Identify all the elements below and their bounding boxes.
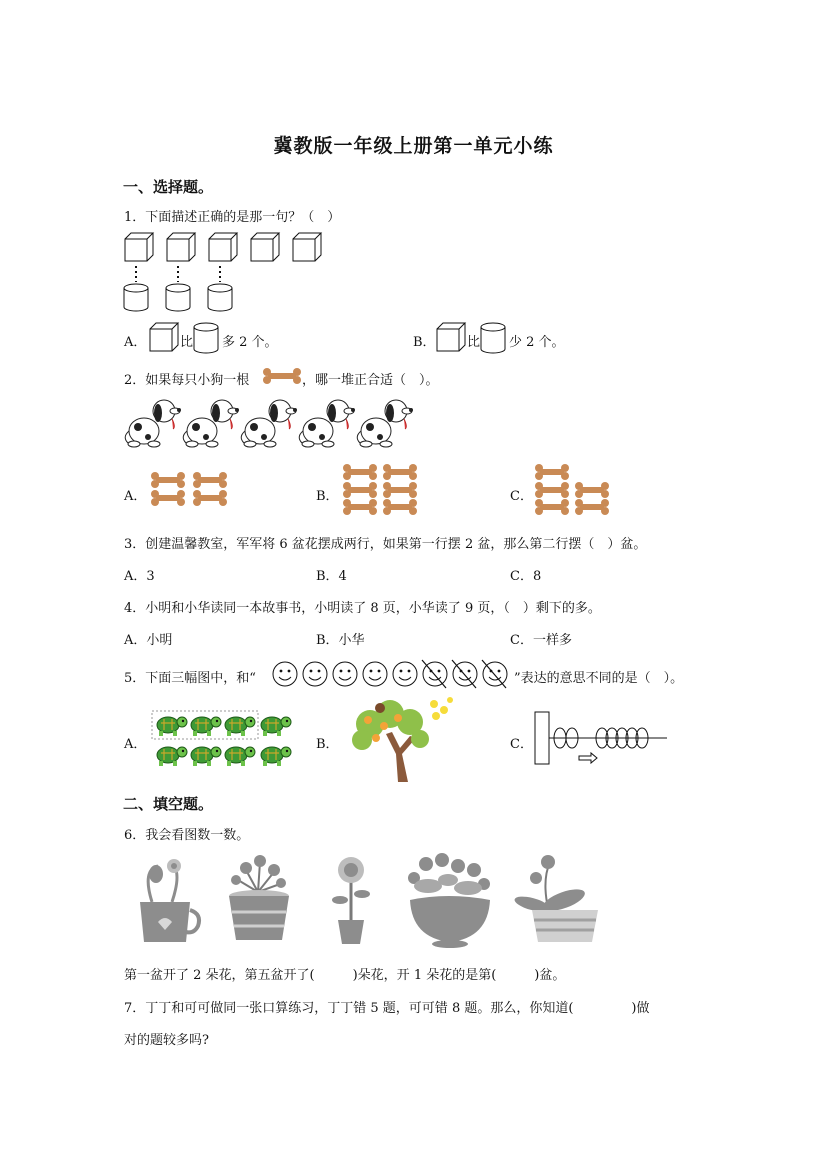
cylinder-icon xyxy=(166,284,190,311)
q5-option-b[interactable]: B． xyxy=(316,737,339,752)
bone-icon xyxy=(262,368,302,384)
cube-icon xyxy=(167,233,195,261)
bone-pile-b xyxy=(340,462,422,516)
option-label: A． xyxy=(124,335,147,350)
smiley-icon xyxy=(363,662,387,686)
question-3-text: 3．创建温馨教室，军军将 6 盆花摆成两行，如果第一行摆 2 盆，那么第二行摆（ ）盆。 xyxy=(124,537,647,552)
question-6-text: 6．我会看图数一数。 xyxy=(124,828,250,843)
flower-pot-3 xyxy=(332,857,370,944)
page-title: 冀教版一年级上册第一单元小练 xyxy=(273,135,554,157)
q2-option-b[interactable]: B． xyxy=(316,489,339,504)
dog-icon xyxy=(183,400,239,447)
question-4-text: 4．小明和小华读同一本故事书，小明读了 8 页，小华读了 9 页，（ ）剩下的多。 xyxy=(124,601,601,616)
q7-text-2: )做 xyxy=(631,1001,650,1016)
cylinder-icon xyxy=(208,284,232,311)
section-heading-choice: 一、选择题。 xyxy=(123,178,214,196)
q1-b-tail: 少 2 个。 xyxy=(509,335,565,350)
question-5-text-start: 5．下面三幅图中，和“ xyxy=(124,671,256,686)
q1-a-tail: 多 2 个。 xyxy=(222,335,278,350)
dog-icon xyxy=(357,400,413,447)
q3-option-a[interactable]: A．3 xyxy=(124,569,155,584)
q2-option-a[interactable]: A． xyxy=(124,489,147,504)
q6-fill-text-3: )盆。 xyxy=(534,968,566,983)
cube-icon xyxy=(436,322,468,354)
cube-icon xyxy=(125,233,153,261)
tree-with-birds-figure xyxy=(340,694,460,784)
dogs-figure xyxy=(124,397,419,449)
q1-option-b[interactable] xyxy=(413,331,436,350)
smiley-icon xyxy=(393,662,417,686)
question-7-line-1 xyxy=(124,997,650,1016)
abacus-figure xyxy=(533,710,671,768)
flower-pot-5 xyxy=(513,855,598,942)
dog-icon xyxy=(241,400,297,447)
smiley-icon xyxy=(303,662,327,686)
cylinder-icon xyxy=(480,322,508,354)
q4-option-b[interactable]: B．小华 xyxy=(316,633,365,648)
q6-fill-text-1: 第一盆开了 2 朵花，第五盆开了( xyxy=(124,968,315,983)
q1-option-a[interactable] xyxy=(124,331,146,350)
flower-pots-figure xyxy=(128,850,608,948)
q5-option-a[interactable]: A． xyxy=(124,737,147,752)
question-2-text-start: 2．如果每只小狗一根 xyxy=(124,373,250,388)
q6-fill-text-2: )朵花，开 1 朵花的是第( xyxy=(352,968,497,983)
cube-icon xyxy=(209,233,237,261)
question-6-fill-line xyxy=(124,964,565,983)
cube-icon xyxy=(293,233,321,261)
bone-pile-c xyxy=(532,462,614,516)
q2-option-c[interactable]: C． xyxy=(510,489,533,504)
question-2-text-end: ，哪一堆正合适（ ）。 xyxy=(302,373,439,388)
question-5-text-end: ”表达的意思不同的是（ ）。 xyxy=(514,671,684,686)
q7-text-1: 7．丁丁和可可做同一张口算练习，丁丁错 5 题，可可错 8 题。那么，你知道( xyxy=(124,1001,574,1016)
section-heading-fill: 二、填空题。 xyxy=(123,795,214,813)
cylinder-icon xyxy=(124,284,148,311)
smiley-icon xyxy=(273,662,297,686)
q3-option-c[interactable]: C．8 xyxy=(510,569,542,584)
cylinder-icon xyxy=(193,322,221,354)
q3-option-b[interactable]: B．4 xyxy=(316,569,347,584)
flower-pot-2 xyxy=(229,855,289,940)
q1-a-compare: 比 xyxy=(180,335,194,350)
cube-icon xyxy=(251,233,279,261)
q4-option-c[interactable]: C．一样多 xyxy=(510,633,572,648)
question-1-text: 1．下面描述正确的是那一句？（ ） xyxy=(124,210,341,225)
q5-option-c[interactable]: C． xyxy=(510,737,533,752)
turtles-figure xyxy=(151,710,297,772)
option-label: B． xyxy=(413,335,436,350)
flower-pot-1 xyxy=(140,859,199,942)
q4-option-a[interactable]: A．小明 xyxy=(124,633,173,648)
cube-icon xyxy=(149,322,181,354)
question-7-line-2: 对的题较多吗? xyxy=(124,1033,209,1048)
dog-icon xyxy=(125,400,181,447)
flower-pot-4 xyxy=(408,853,490,948)
smiley-icon xyxy=(333,662,357,686)
dog-icon xyxy=(299,400,355,447)
cubes-and-cylinders-figure xyxy=(122,230,332,315)
bone-pile-a xyxy=(148,470,230,508)
q1-b-compare: 比 xyxy=(467,335,481,350)
smiley-row xyxy=(270,660,518,690)
